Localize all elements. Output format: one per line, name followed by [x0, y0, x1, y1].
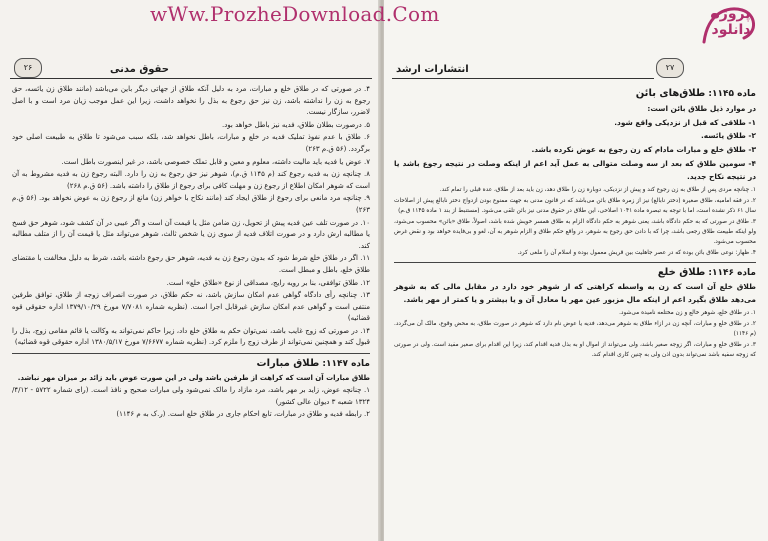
article-title: طلاق خلع	[657, 266, 706, 278]
note: ۴. ظهار: نوعی طلاق بائن بوده که در عصر جاهلیت بین قریش معمول بوده و اسلام آن را ملغی کرد.	[517, 249, 756, 256]
note: ۳. در طلاق خلع و مبارات، اگر زوجه صغیر باشد، ولی می‌تواند از اموال او به بذل فدیه اقدام کند، زیرا این اقدام برای صغیر مفید است. ولی در صورتی که زوجه سفیه باشد نمی‌تواند بدون اذن ولی به چنین کاری اقدام کند.	[394, 341, 756, 358]
note: ۲. در طلاق خلع و مبارات، آنچه زن در ازاء طلاق به شوهر می‌دهد، فدیه یا عوض نام دارد که شوهر در صورت طلاق، به محض وقوع، مالک آن می‌گردد. (م ۱۱۴۶)	[394, 320, 756, 337]
paragraph: ۱۱. اگر در طلاق خلع شرط شود که بدون رجوع زن به فدیه، شوهر حق رجوع داشته باشد، شرط به دلیل مخالفت با مقتضای طلاق خلع، باطل و مبطل است.	[12, 254, 370, 274]
left-text-column	[12, 84, 370, 422]
article-label: ماده ۱۱۴۵	[711, 89, 756, 99]
right-text-column	[394, 84, 756, 361]
page-number: ۲۶	[14, 58, 42, 78]
article-body: طلاق مبارات آن است که کراهت از طرفین باشد ولی در این صورت عوض باید زائد بر میزان مهر نباشد.	[17, 373, 370, 382]
note: ۱. در طلاق خلع، شوهر خالع و زن مختلعه نامیده می‌شود.	[619, 309, 756, 316]
article-intro: در موارد ذیل طلاق بائن است:	[647, 103, 756, 113]
note: ۲. رابطه فدیه و طلاق در مبارات، تابع احکام جاری در طلاق خلع است. (ر.ک به م ۱۱۴۶)	[116, 410, 370, 419]
list-item: ۱- طلاقی که قبل از نزدیکی واقع شود.	[614, 117, 756, 127]
paragraph: ۱۳. چنانچه رأی دادگاه گواهی عدم امکان سازش باشد، نه حکم طلاق، در صورت انصراف زوجه از طلاق، توافق طرفین منتفی است و گواهی عدم امکان سازش غیرقابل اجرا است. (نظریه شماره ۷/۷۰۸۱ مورخ ۱۳۷۹/۱۰/۲۹ اداره حقوقی قوه قضائیه)	[12, 291, 370, 323]
article-body: طلاق خلع آن است که زن به واسطه کراهتی که از شوهر خود دارد در مقابل مالی که به شوهر می‌دهد طلاق بگیرد اعم از اینکه مال مزبور عین مهر یا معادل آن و یا بیشتر و یا کمتر از مهر باشد.	[394, 282, 756, 305]
paragraph: ۷. عوض یا فدیه باید مالیت داشته، معلوم و معین و قابل تملک خصوصی باشد، در غیر اینصورت باطل است.	[61, 157, 370, 166]
list-item: ۲- طلاق یائسه.	[700, 131, 756, 141]
paragraph: ۱۴. در صورتی که زوج غایب باشد، نمی‌توان حکم به طلاق خلع داد، زیرا حاکم نمی‌تواند به وکالت یا قائم مقامی زوج، بذل را قبول کند و همچنین نمی‌تواند از طرف زوج را ملزم کرد. (نظریه شماره ۷/۶۶۷۷ مورخ ۱۳۸۰/۵/۱۷ اداره حقوقی قوه قضائیه)	[12, 326, 370, 347]
note: ۳. طلاق در صورتی که به حکم دادگاه باشد، یعنی شوهر به حکم دادگاه الزام به طلاق همسر خویش شده باشد، اصولاً، طلاق «بائن» محسوب می‌شود، ولو اینکه طبیعت طلاق رجعی باشد، چرا که با دادن حق رجوع به شوهر، در واقع حکم طلاق و الزام شوهر به آن، لغو و بی‌فایده خواهد بود و نقض غرض محسوب می‌شود.	[394, 218, 756, 245]
header-rule	[10, 78, 372, 79]
article-title: طلاق‌های بائن	[635, 88, 706, 99]
note: ۱. چنانچه عوض، زاید بر مهر باشد، مرد مازاد را مالک نمی‌شود ولی مبارات صحیح و نافذ است. (رای شماره ۵۷۲۲ - ۴/۱۲/ ۱۳۲۴ شعبه ۳ دیوان عالی کشور)	[12, 386, 370, 406]
paragraph: ۹. چنانچه مرد مانعی برای رجوع از طلاق ایجاد کند (مانند نکاح با خواهر زن) مانع از رجوع زن به عوض نخواهد بود. (۵۶ ق.م ۲۶۳)	[12, 194, 370, 214]
article-divider	[12, 353, 370, 354]
watermark-logo-text: پروژه دانلود	[711, 6, 751, 38]
header-rule	[392, 78, 654, 79]
paragraph: ۵. درصورت بطلان طلاق، فدیه نیز باطل خواهد بود.	[221, 120, 370, 129]
article-title: طلاق مبارات	[256, 358, 320, 370]
article-label: ماده ۱۱۴۷	[325, 359, 370, 370]
article-heading: ماده ۱۱۴۵: طلاق‌های بائن	[635, 88, 756, 99]
watermark-url: wWw.ProzheDownload.Com	[150, 2, 440, 26]
paragraph: ۴. در صورتی که در طلاق خلع و مبارات، مرد به دلیل آنکه طلاق از جهاتی دیگر باین می‌باشد (مانند طلاق زن یائسه، حق رجوع به زن را نداشته باشد، زن نیز حق رجوع به بذل را نخواهد داشت، زیرا این عمل موجب زیان مرد است و با اصل لاضرر، سازگار نیست.	[12, 85, 370, 117]
paragraph: ۸. چنانچه زن به فدیه رجوع کند (م ۱۱۴۵ ق.م)، شوهر نیز حق رجوع به زن را دارد. البته رجوع زن به فدیه مشروط به آن است که شوهر امکان اطلاع از رجوع زن و مهلت کافی برای رجوع از طلاق را داشته باشد. (۵۶ ق.م ۲۶۸)	[12, 170, 370, 190]
running-head: انتشارات ارشد	[396, 64, 469, 75]
list-item: ۴- سومین طلاق که بعد از سه وصلت متوالی به عمل آید اعم از اینکه وصلت در نتیجه رجوع باشد یا در نتیجه نکاح جدید.	[394, 158, 756, 181]
article-divider	[394, 262, 756, 263]
note: ۱. چنانچه مردی پس از طلاق به زن رجوع کند و پیش از نزدیکی، دوباره زن را طلاق دهد، زن باید بعد از طلاق، عده قبلی را تمام کند.	[439, 186, 756, 193]
list-item: ۳- طلاق خلع و مبارات مادام که زن رجوع به عوض نکرده باشد.	[531, 145, 756, 155]
paragraph: ۱۰. در صورت تلف عین فدیه پیش از تحویل، زن ضامن مثل یا قیمت آن است و اگر عیبی در آن کشف شود، شوهر حق فسخ یا مطالبه ارش دارد و در صورت اتلاف فدیه از سوی زن یا شخص ثالث، شوهر می‌تواند مثل یا قیمت آن را از متلف مطالبه کند.	[12, 218, 370, 250]
page-number: ۲۷	[656, 58, 684, 78]
paragraph: ۶. طلاق با عدم نفوذ تملیک فدیه در خلع و مبارات، باطل نخواهد شد، بلکه سبب می‌شود تا طلاق به طبیعت اصلی خود برگردد. (۵۶ ق.م ۲۶۳)	[12, 133, 370, 153]
left-page	[0, 0, 382, 541]
paragraph: ۱۲. طلاق توافقی، بنا بر رویه رایج، مصداقی از نوع «طلاق خلع» است.	[166, 278, 370, 287]
running-head: حقوق مدنی	[110, 64, 169, 75]
right-page	[384, 0, 768, 541]
article-label: ماده ۱۱۴۶	[711, 267, 756, 278]
note: ۲. در فقه امامیه، طلاق صغیره (دختر نابالغ) نیز از زمره طلاق بائن می‌باشد که در قانون مدنی به جهت ممنوع بودن ازدواج دختر نابالغ پیش از اصلاحات سال ۶۱ ذکر نشده است، اما با توجه به تبصره ماده ۱۰۴۱ اصلاحی، این طلاق در حقوق مدنی نیز بائن تلقی می‌شود. (مستنبط از بند ۱ ماده ۱۱۴۵ ق.م)	[394, 197, 756, 214]
article-heading: ماده ۱۱۴۷: طلاق مبارات	[256, 358, 370, 370]
article-heading: ماده ۱۱۴۶: طلاق خلع	[657, 266, 756, 278]
